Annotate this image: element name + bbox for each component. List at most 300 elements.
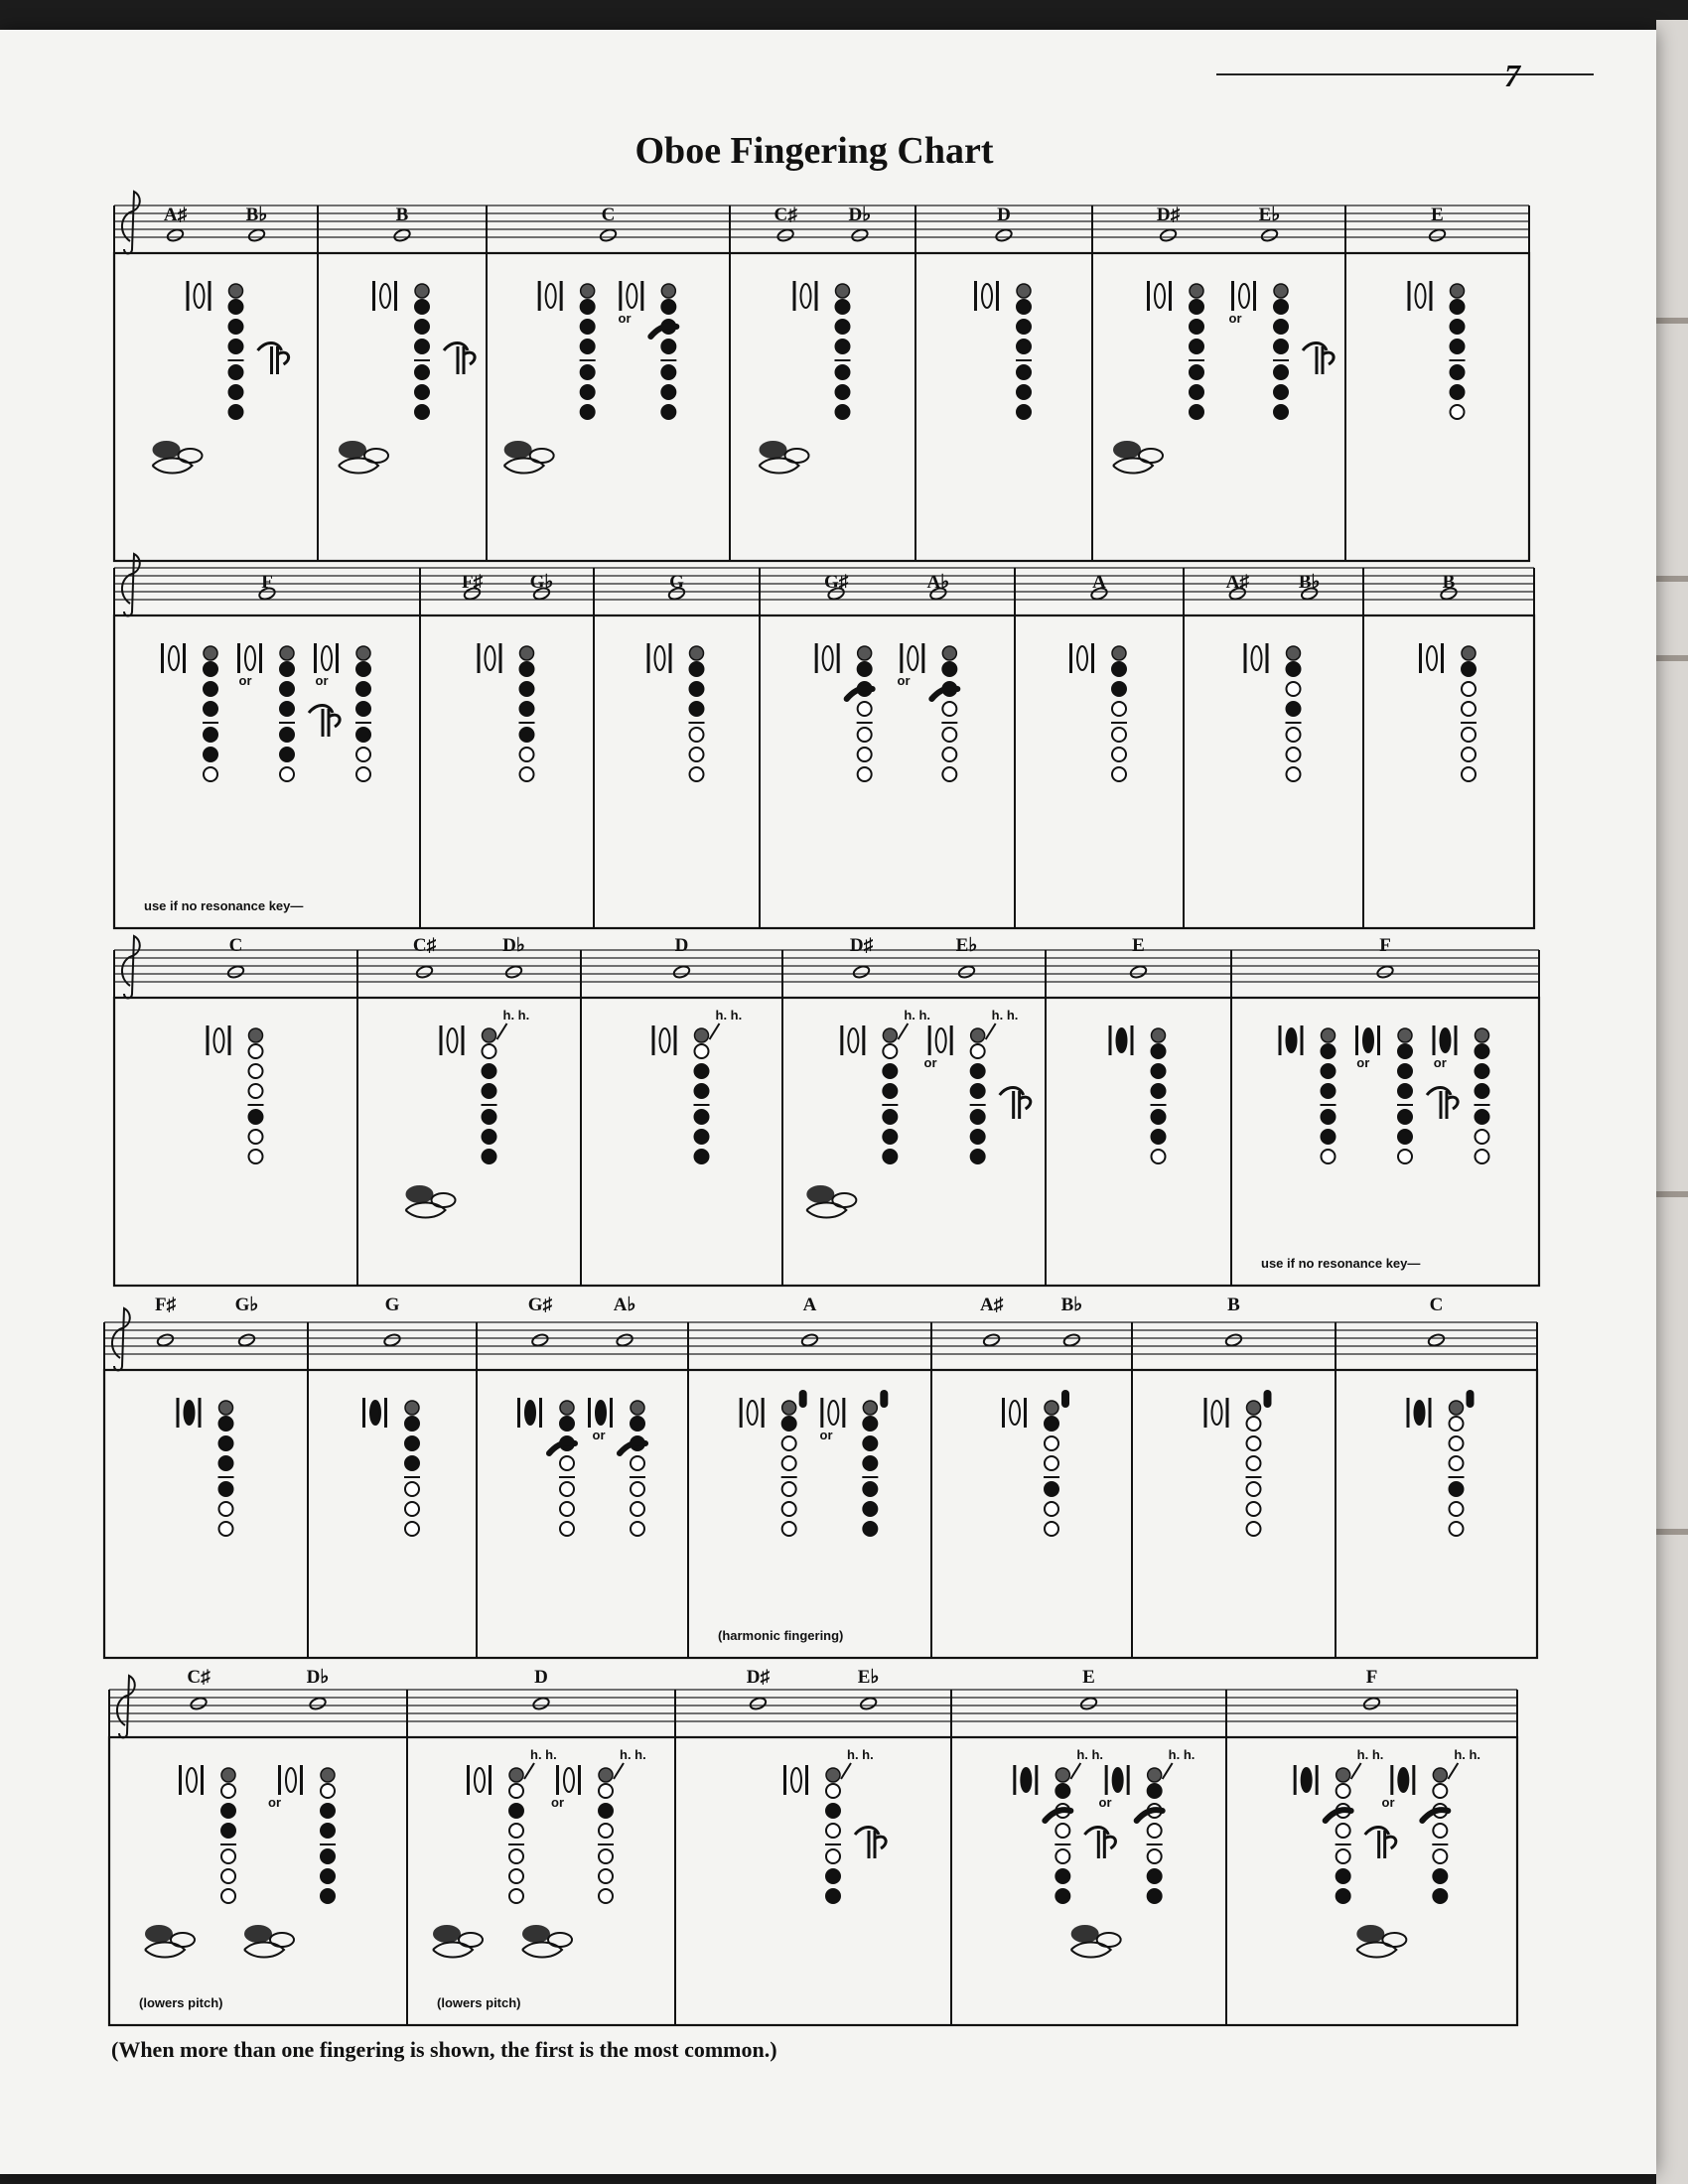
left-cluster-key <box>244 1943 284 1958</box>
key-closed <box>1462 662 1476 676</box>
key-closed <box>1148 1784 1162 1798</box>
key-open <box>1336 1849 1350 1863</box>
key-open <box>1247 1436 1261 1450</box>
cell <box>1261 935 1490 1271</box>
octave-key <box>1363 1028 1373 1052</box>
octave-side-key <box>880 1390 888 1408</box>
note-name: A♯ <box>1225 572 1249 593</box>
octave-key-bar <box>1024 1398 1027 1428</box>
right-cluster-keys <box>1303 343 1334 375</box>
left-cluster-key <box>406 1203 446 1218</box>
half-hole-key <box>631 1401 644 1415</box>
fingering <box>647 643 705 781</box>
key-closed <box>581 405 595 419</box>
half-hole-stroke <box>710 1024 720 1039</box>
key-closed <box>1017 385 1031 399</box>
key-open <box>599 1889 613 1903</box>
half-hole-key <box>415 284 429 298</box>
key-open <box>1112 767 1126 781</box>
note-name: D <box>997 205 1011 225</box>
left-cluster-key <box>832 1193 856 1207</box>
half-hole-key <box>1462 646 1476 660</box>
left-cluster-key <box>153 459 193 474</box>
octave-key-bar <box>1035 1765 1038 1795</box>
key-closed <box>280 662 294 676</box>
right-cluster-keys <box>855 1828 886 1859</box>
half-hole-key <box>219 1401 233 1415</box>
key-open <box>858 767 872 781</box>
or-label: or <box>923 1055 937 1070</box>
note-name: C♯ <box>412 935 437 956</box>
octave-key <box>1117 1028 1127 1052</box>
key-closed <box>1190 405 1203 419</box>
key-closed <box>690 682 704 696</box>
left-cluster-key <box>1356 1925 1384 1943</box>
key-open <box>883 1044 897 1058</box>
right-cluster-keys <box>309 706 340 738</box>
notehead <box>852 965 870 980</box>
key-closed <box>1055 1869 1069 1883</box>
key-closed <box>321 1824 335 1838</box>
fingering <box>1204 1390 1272 1536</box>
key-closed <box>1274 385 1288 399</box>
octave-key <box>823 646 833 670</box>
octave-key-bar <box>1127 1765 1130 1795</box>
key-closed <box>1190 300 1203 314</box>
note-name: B <box>395 205 409 225</box>
octave-key <box>1287 1028 1297 1052</box>
key-closed <box>415 365 429 379</box>
octave-key-bar <box>1279 1025 1282 1055</box>
key-closed <box>356 702 370 716</box>
key-closed <box>219 1456 233 1470</box>
cell <box>747 1667 886 1903</box>
key-closed <box>520 728 534 742</box>
key-closed <box>1398 1130 1412 1144</box>
key-open <box>249 1150 263 1163</box>
half-hole-key <box>1433 1768 1447 1782</box>
octave-key <box>655 646 665 670</box>
key-closed <box>1274 300 1288 314</box>
note-name: F♯ <box>461 572 484 593</box>
octave-key-bar <box>762 1398 765 1428</box>
octave-key-bar <box>538 281 541 311</box>
note-name: G♭ <box>529 572 554 593</box>
octave-key-bar <box>228 1025 231 1055</box>
left-cluster-key <box>433 1925 461 1943</box>
key-closed <box>1398 1064 1412 1078</box>
notehead <box>851 228 869 243</box>
fingering <box>928 1008 1031 1163</box>
key-closed <box>1112 682 1126 696</box>
key-closed <box>509 1804 523 1818</box>
treble-clef <box>112 1308 130 1371</box>
octave-key-bar <box>996 281 999 311</box>
fingering <box>1407 1390 1475 1536</box>
half-hole-stroke <box>1351 1763 1361 1779</box>
key-open <box>599 1869 613 1883</box>
key-closed <box>219 1482 233 1496</box>
key-open <box>280 767 294 781</box>
octave-key <box>1077 646 1087 670</box>
left-cluster-key <box>760 459 799 474</box>
cell <box>760 205 872 474</box>
half-hole-stroke <box>1163 1763 1173 1779</box>
note-name: D <box>674 935 689 956</box>
cell-note: use if no resonance key— <box>144 898 304 913</box>
key-closed <box>1451 320 1465 334</box>
key-closed <box>229 300 243 314</box>
octave-key-bar <box>1355 1025 1358 1055</box>
fingering <box>177 1398 234 1536</box>
notehead <box>415 965 433 980</box>
cell <box>406 935 530 1218</box>
left-cluster-key <box>806 1203 846 1218</box>
key-open <box>405 1502 419 1516</box>
key-open <box>690 767 704 781</box>
key-closed <box>661 365 675 379</box>
key-open <box>599 1824 613 1838</box>
key-closed <box>1045 1417 1058 1431</box>
key-closed <box>483 1064 496 1078</box>
key-open <box>1462 748 1476 761</box>
octave-key <box>627 284 636 308</box>
notehead <box>616 1333 633 1348</box>
fingering <box>1294 1747 1396 1903</box>
note-name: B <box>1227 1295 1240 1315</box>
key-open <box>1112 728 1126 742</box>
octave-key <box>245 646 255 670</box>
key-open <box>1462 682 1476 696</box>
key-open <box>942 702 956 716</box>
key-closed <box>581 365 595 379</box>
half-hole-key <box>1148 1768 1162 1782</box>
note-name: D <box>534 1667 548 1688</box>
octave-key-bar <box>840 1025 843 1055</box>
fingering <box>806 1008 930 1218</box>
key-open <box>1055 1849 1069 1863</box>
half-hole-key <box>249 1028 263 1042</box>
left-cluster-key <box>522 1943 562 1958</box>
note-name: D♯ <box>1156 205 1181 225</box>
note-name: F <box>261 572 273 593</box>
key-open <box>221 1889 235 1903</box>
notehead <box>383 1333 401 1348</box>
key-open <box>1045 1436 1058 1450</box>
half-hole-key <box>221 1768 235 1782</box>
left-cluster-key <box>504 459 544 474</box>
half-hole-key <box>509 1768 523 1782</box>
key-open <box>942 748 956 761</box>
half-hole-key <box>971 1028 985 1042</box>
cell <box>1069 572 1127 781</box>
half-hole-key <box>1398 1028 1412 1042</box>
key-closed <box>204 748 217 761</box>
key-closed <box>942 662 956 676</box>
notehead <box>749 1697 767 1711</box>
octave-key-bar <box>183 643 186 673</box>
key-open <box>1045 1456 1058 1470</box>
left-cluster-key <box>145 1943 185 1958</box>
note-name: A♭ <box>926 572 950 593</box>
octave-key-bar <box>1105 1765 1108 1795</box>
cell <box>144 572 371 913</box>
half-hole-label: h. h. <box>847 1747 874 1762</box>
octave-key-bar <box>1455 1025 1458 1055</box>
octave-key-bar <box>209 281 211 311</box>
octave-key-bar <box>1091 643 1094 673</box>
half-hole-stroke <box>841 1763 851 1779</box>
key-open <box>631 1522 644 1536</box>
notehead <box>672 965 690 980</box>
half-hole-label: h. h. <box>991 1008 1019 1023</box>
key-open <box>599 1849 613 1863</box>
key-closed <box>229 405 243 419</box>
key-open <box>509 1889 523 1903</box>
key-open <box>1148 1824 1162 1838</box>
note-name: C <box>228 935 243 956</box>
octave-key <box>195 284 205 308</box>
fingering <box>1356 1747 1480 1958</box>
half-hole-key <box>1247 1401 1261 1415</box>
key-closed <box>1398 1110 1412 1124</box>
notehead <box>859 1697 877 1711</box>
key-closed <box>1190 385 1203 399</box>
notehead <box>190 1697 208 1711</box>
notehead <box>599 228 617 243</box>
half-hole-key <box>483 1028 496 1042</box>
fingering <box>1002 1390 1069 1536</box>
octave-key <box>828 1401 838 1425</box>
key-closed <box>520 662 534 676</box>
key-closed <box>1045 1482 1058 1496</box>
octave-key-bar <box>793 281 796 311</box>
key-open <box>1287 767 1301 781</box>
fingering <box>619 281 676 419</box>
note-name: E <box>1431 205 1444 225</box>
key-open <box>690 748 704 761</box>
key-closed <box>883 1150 897 1163</box>
key-closed <box>581 385 595 399</box>
left-cluster-key <box>530 449 554 463</box>
left-cluster-key <box>339 441 366 459</box>
note-name: B♭ <box>1298 572 1321 593</box>
key-closed <box>1190 340 1203 353</box>
note-name: E <box>1082 1667 1095 1688</box>
key-open <box>221 1869 235 1883</box>
half-hole-label: h. h. <box>1168 1747 1196 1762</box>
half-hole-stroke <box>614 1763 624 1779</box>
octave-side-key <box>1467 1390 1475 1408</box>
key-open <box>204 767 217 781</box>
octave-key-bar <box>652 1025 655 1055</box>
key-open <box>509 1824 523 1838</box>
octave-key-bar <box>1231 281 1234 311</box>
key-closed <box>1055 1889 1069 1903</box>
key-open <box>1450 1502 1464 1516</box>
note-name: C <box>1429 1295 1444 1315</box>
note-name: F <box>1379 935 1391 956</box>
key-closed <box>1152 1110 1166 1124</box>
or-label: or <box>1356 1055 1370 1070</box>
notehead <box>1224 1333 1242 1348</box>
key-open <box>942 767 956 781</box>
notehead <box>504 965 522 980</box>
key-closed <box>863 1502 877 1516</box>
key-closed <box>863 1417 877 1431</box>
key-closed <box>1287 702 1301 716</box>
key-open <box>1462 728 1476 742</box>
key-closed <box>1322 1044 1336 1058</box>
key-closed <box>1476 1110 1489 1124</box>
key-open <box>249 1044 263 1058</box>
notehead <box>237 1333 255 1348</box>
octave-key-bar <box>1069 643 1072 673</box>
key-closed <box>356 728 370 742</box>
key-closed <box>1152 1084 1166 1098</box>
cell-note: (harmonic fingering) <box>718 1628 844 1643</box>
note-name: E♭ <box>857 1667 880 1688</box>
key-open <box>1045 1502 1058 1516</box>
key-closed <box>483 1130 496 1144</box>
notehead <box>1079 1697 1097 1711</box>
key-closed <box>405 1456 419 1470</box>
key-open <box>1112 748 1126 761</box>
key-open <box>356 767 370 781</box>
key-closed <box>1152 1064 1166 1078</box>
half-hole-stroke <box>497 1024 507 1039</box>
half-hole-label: h. h. <box>502 1008 530 1023</box>
key-closed <box>321 1804 335 1818</box>
octave-key-bar <box>815 643 818 673</box>
octave-key <box>169 646 179 670</box>
row-box <box>114 615 1534 928</box>
key-closed <box>483 1084 496 1098</box>
key-closed <box>1274 320 1288 334</box>
octave-key-bar <box>556 1765 559 1795</box>
key-open <box>858 748 872 761</box>
octave-key <box>982 284 992 308</box>
key-open <box>782 1456 796 1470</box>
octave-key-bar <box>921 643 924 673</box>
cell <box>462 572 553 781</box>
key-open <box>1450 1417 1464 1431</box>
key-open <box>826 1824 840 1838</box>
octave-key <box>791 1768 801 1792</box>
fingering <box>820 1390 888 1536</box>
key-open <box>1247 1482 1261 1496</box>
notehead <box>1062 1333 1080 1348</box>
key-closed <box>483 1110 496 1124</box>
key-open <box>631 1482 644 1496</box>
octave-key-bar <box>199 1398 202 1428</box>
key-open <box>219 1502 233 1516</box>
octave-key <box>370 1401 380 1425</box>
key-closed <box>863 1482 877 1496</box>
right-cluster-keys <box>1365 1828 1396 1859</box>
key-closed <box>836 340 850 353</box>
octave-key-bar <box>837 643 840 673</box>
key-closed <box>221 1804 235 1818</box>
left-cluster-key <box>1097 1933 1121 1947</box>
octave-side-key <box>799 1390 807 1408</box>
octave-key-bar <box>588 1398 591 1428</box>
key-closed <box>229 385 243 399</box>
key-closed <box>520 682 534 696</box>
key-closed <box>1476 1064 1489 1078</box>
octave-key-bar <box>1169 281 1172 311</box>
left-cluster-key <box>1382 1933 1406 1947</box>
octave-key-bar <box>539 1398 542 1428</box>
notehead <box>957 965 975 980</box>
half-hole-key <box>690 646 704 660</box>
note-name: E <box>1132 935 1145 956</box>
fingering <box>207 1025 264 1163</box>
left-cluster-key <box>270 1933 294 1947</box>
key-closed <box>1017 320 1031 334</box>
cell <box>1013 1667 1195 1958</box>
treble-clef <box>122 192 140 254</box>
cell-note: (lowers pitch) <box>437 1995 521 2010</box>
key-open <box>1287 728 1301 742</box>
octave-key <box>1212 1401 1222 1425</box>
key-open <box>560 1502 574 1516</box>
key-closed <box>863 1522 877 1536</box>
octave-key-bar <box>1266 643 1269 673</box>
octave-key-bar <box>900 643 903 673</box>
left-cluster-key <box>406 1185 434 1203</box>
half-hole-key <box>858 646 872 660</box>
octave-key-bar <box>440 1025 443 1055</box>
key-closed <box>1451 300 1465 314</box>
chart-row-4 <box>104 1295 1537 1658</box>
note-name: B <box>1442 572 1456 593</box>
or-label: or <box>551 1795 564 1810</box>
fingering <box>362 1398 420 1536</box>
note-name: E♭ <box>955 935 978 956</box>
key-closed <box>1322 1110 1336 1124</box>
left-cluster-key <box>364 449 388 463</box>
octave-key <box>660 1028 670 1052</box>
key-open <box>1476 1130 1489 1144</box>
key-closed <box>560 1417 574 1431</box>
half-hole-label: h. h. <box>1356 1747 1384 1762</box>
octave-key-bar <box>467 1765 470 1795</box>
key-open <box>1247 1456 1261 1470</box>
half-hole-label: h. h. <box>1076 1747 1104 1762</box>
octave-key-bar <box>740 1398 743 1428</box>
key-open <box>1287 682 1301 696</box>
key-closed <box>1148 1869 1162 1883</box>
note-name: G♯ <box>527 1295 553 1315</box>
treble-clef <box>117 1676 135 1738</box>
fingering <box>517 1398 575 1536</box>
octave-key-bar <box>1377 1025 1380 1055</box>
left-cluster-key <box>760 441 787 459</box>
key-closed <box>1148 1889 1162 1903</box>
key-closed <box>1274 405 1288 419</box>
half-hole-stroke <box>524 1763 534 1779</box>
octave-key-bar <box>1408 281 1411 311</box>
left-cluster-key <box>1071 1925 1099 1943</box>
octave-key <box>187 1768 197 1792</box>
key-closed <box>221 1824 235 1838</box>
key-closed <box>204 728 217 742</box>
left-cluster-key <box>548 1933 572 1947</box>
notehead <box>1159 228 1177 243</box>
octave-key-bar <box>499 643 502 673</box>
half-hole-key <box>321 1768 335 1782</box>
